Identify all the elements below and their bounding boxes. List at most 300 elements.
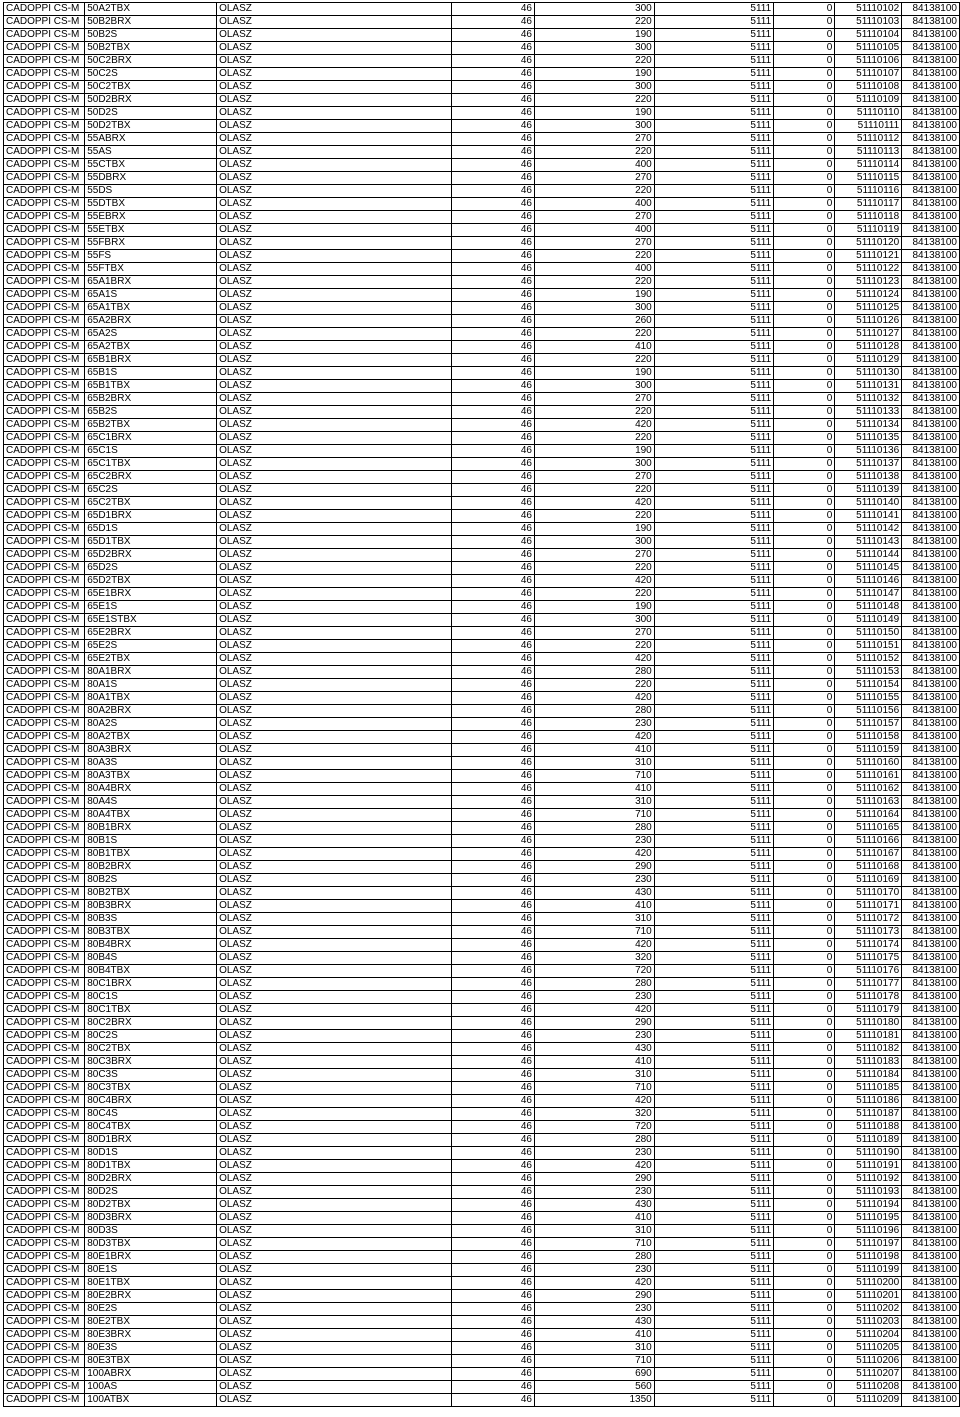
- cell-origin: OLASZ: [217, 471, 452, 484]
- cell-zero: 0: [774, 3, 835, 16]
- cell-ean: 84138100: [902, 835, 960, 848]
- cell-group: 46: [452, 965, 535, 978]
- cell-model: 65E1S: [85, 601, 217, 614]
- cell-article: 51110197: [835, 1238, 902, 1251]
- cell-zero: 0: [774, 1173, 835, 1186]
- cell-origin: OLASZ: [217, 744, 452, 757]
- cell-ean: 84138100: [902, 1004, 960, 1017]
- cell-model: 65B1S: [85, 367, 217, 380]
- cell-zero: 0: [774, 172, 835, 185]
- cell-brand: CADOPPI CS-M: [4, 458, 85, 471]
- cell-value: 230: [535, 835, 655, 848]
- cell-model: 65B1TBX: [85, 380, 217, 393]
- cell-group: 46: [452, 731, 535, 744]
- cell-group: 46: [452, 1043, 535, 1056]
- cell-group: 46: [452, 1316, 535, 1329]
- cell-code: 5111: [654, 1017, 773, 1030]
- cell-zero: 0: [774, 601, 835, 614]
- cell-article: 51110106: [835, 55, 902, 68]
- cell-zero: 0: [774, 328, 835, 341]
- cell-value: 220: [535, 94, 655, 107]
- cell-origin: OLASZ: [217, 1225, 452, 1238]
- cell-code: 5111: [654, 835, 773, 848]
- cell-group: 46: [452, 484, 535, 497]
- table-row: [4, 900, 960, 913]
- cell-code: 5111: [654, 1342, 773, 1355]
- cell-value: 420: [535, 419, 655, 432]
- cell-ean: 84138100: [902, 861, 960, 874]
- cell-origin: OLASZ: [217, 822, 452, 835]
- table-row: [4, 146, 960, 159]
- cell-ean: 84138100: [902, 562, 960, 575]
- cell-origin: OLASZ: [217, 289, 452, 302]
- cell-ean: 84138100: [902, 1277, 960, 1290]
- table-row: [4, 1368, 960, 1381]
- cell-code: 5111: [654, 562, 773, 575]
- cell-group: 46: [452, 367, 535, 380]
- cell-origin: OLASZ: [217, 1251, 452, 1264]
- cell-model: 80A4TBX: [85, 809, 217, 822]
- cell-value: 300: [535, 3, 655, 16]
- cell-article: 51110137: [835, 458, 902, 471]
- cell-value: 300: [535, 380, 655, 393]
- cell-model: 80C2BRX: [85, 1017, 217, 1030]
- cell-value: 310: [535, 1342, 655, 1355]
- cell-origin: OLASZ: [217, 1329, 452, 1342]
- cell-ean: 84138100: [902, 679, 960, 692]
- table-row: [4, 1251, 960, 1264]
- cell-model: 65D1BRX: [85, 510, 217, 523]
- cell-model: 80A3TBX: [85, 770, 217, 783]
- cell-brand: CADOPPI CS-M: [4, 744, 85, 757]
- cell-article: 51110104: [835, 29, 902, 42]
- cell-ean: 84138100: [902, 289, 960, 302]
- cell-code: 5111: [654, 3, 773, 16]
- cell-ean: 84138100: [902, 172, 960, 185]
- cell-code: 5111: [654, 1121, 773, 1134]
- cell-origin: OLASZ: [217, 133, 452, 146]
- cell-group: 46: [452, 1056, 535, 1069]
- cell-ean: 84138100: [902, 211, 960, 224]
- cell-origin: OLASZ: [217, 237, 452, 250]
- cell-zero: 0: [774, 289, 835, 302]
- cell-zero: 0: [774, 1121, 835, 1134]
- cell-zero: 0: [774, 419, 835, 432]
- cell-article: 51110140: [835, 497, 902, 510]
- table-row: [4, 1017, 960, 1030]
- table-row: [4, 1134, 960, 1147]
- cell-article: 51110148: [835, 601, 902, 614]
- cell-brand: CADOPPI CS-M: [4, 419, 85, 432]
- cell-model: 65A2TBX: [85, 341, 217, 354]
- cell-value: 270: [535, 172, 655, 185]
- cell-origin: OLASZ: [217, 965, 452, 978]
- cell-origin: OLASZ: [217, 445, 452, 458]
- cell-model: 55AS: [85, 146, 217, 159]
- table-row: [4, 42, 960, 55]
- table-row: [4, 952, 960, 965]
- cell-origin: OLASZ: [217, 978, 452, 991]
- cell-zero: 0: [774, 887, 835, 900]
- cell-value: 400: [535, 159, 655, 172]
- cell-value: 230: [535, 1264, 655, 1277]
- cell-article: 51110160: [835, 757, 902, 770]
- cell-value: 420: [535, 848, 655, 861]
- cell-model: 100ABRX: [85, 1368, 217, 1381]
- cell-group: 46: [452, 796, 535, 809]
- cell-group: 46: [452, 445, 535, 458]
- cell-group: 46: [452, 1212, 535, 1225]
- cell-zero: 0: [774, 198, 835, 211]
- cell-code: 5111: [654, 471, 773, 484]
- cell-origin: OLASZ: [217, 1381, 452, 1394]
- cell-brand: CADOPPI CS-M: [4, 692, 85, 705]
- cell-zero: 0: [774, 562, 835, 575]
- cell-origin: OLASZ: [217, 1394, 452, 1407]
- cell-brand: CADOPPI CS-M: [4, 575, 85, 588]
- cell-code: 5111: [654, 341, 773, 354]
- table-row: [4, 835, 960, 848]
- cell-zero: 0: [774, 640, 835, 653]
- cell-code: 5111: [654, 1329, 773, 1342]
- cell-article: 51110139: [835, 484, 902, 497]
- cell-code: 5111: [654, 718, 773, 731]
- cell-group: 46: [452, 757, 535, 770]
- cell-value: 190: [535, 445, 655, 458]
- cell-brand: CADOPPI CS-M: [4, 1056, 85, 1069]
- cell-group: 46: [452, 172, 535, 185]
- cell-brand: CADOPPI CS-M: [4, 614, 85, 627]
- cell-value: 220: [535, 146, 655, 159]
- cell-origin: OLASZ: [217, 588, 452, 601]
- cell-group: 46: [452, 29, 535, 42]
- cell-origin: OLASZ: [217, 523, 452, 536]
- cell-article: 51110158: [835, 731, 902, 744]
- cell-article: 51110115: [835, 172, 902, 185]
- cell-model: 80B2TBX: [85, 887, 217, 900]
- cell-zero: 0: [774, 1355, 835, 1368]
- cell-code: 5111: [654, 185, 773, 198]
- cell-code: 5111: [654, 1212, 773, 1225]
- cell-group: 46: [452, 328, 535, 341]
- cell-origin: OLASZ: [217, 1108, 452, 1121]
- cell-ean: 84138100: [902, 1095, 960, 1108]
- cell-brand: CADOPPI CS-M: [4, 1004, 85, 1017]
- cell-value: 420: [535, 939, 655, 952]
- cell-model: 65E2TBX: [85, 653, 217, 666]
- cell-origin: OLASZ: [217, 1264, 452, 1277]
- cell-ean: 84138100: [902, 887, 960, 900]
- cell-model: 65A2S: [85, 328, 217, 341]
- cell-zero: 0: [774, 744, 835, 757]
- table-row: [4, 1082, 960, 1095]
- cell-brand: CADOPPI CS-M: [4, 497, 85, 510]
- cell-article: 51110151: [835, 640, 902, 653]
- cell-group: 46: [452, 185, 535, 198]
- cell-brand: CADOPPI CS-M: [4, 146, 85, 159]
- cell-code: 5111: [654, 1394, 773, 1407]
- cell-group: 46: [452, 640, 535, 653]
- cell-model: 65C1BRX: [85, 432, 217, 445]
- cell-code: 5111: [654, 68, 773, 81]
- cell-model: 65E1BRX: [85, 588, 217, 601]
- cell-origin: OLASZ: [217, 705, 452, 718]
- cell-zero: 0: [774, 965, 835, 978]
- cell-origin: OLASZ: [217, 926, 452, 939]
- cell-origin: OLASZ: [217, 211, 452, 224]
- table-row: [4, 1173, 960, 1186]
- cell-code: 5111: [654, 81, 773, 94]
- cell-code: 5111: [654, 861, 773, 874]
- cell-article: 51110124: [835, 289, 902, 302]
- cell-brand: CADOPPI CS-M: [4, 328, 85, 341]
- table-row: [4, 211, 960, 224]
- cell-value: 410: [535, 341, 655, 354]
- cell-group: 46: [452, 718, 535, 731]
- table-row: [4, 1290, 960, 1303]
- cell-value: 420: [535, 1004, 655, 1017]
- cell-zero: 0: [774, 354, 835, 367]
- cell-group: 46: [452, 1108, 535, 1121]
- cell-origin: OLASZ: [217, 510, 452, 523]
- cell-code: 5111: [654, 1134, 773, 1147]
- cell-ean: 84138100: [902, 1056, 960, 1069]
- cell-ean: 84138100: [902, 770, 960, 783]
- cell-article: 51110120: [835, 237, 902, 250]
- cell-value: 560: [535, 1381, 655, 1394]
- cell-article: 51110190: [835, 1147, 902, 1160]
- cell-model: 80D1BRX: [85, 1134, 217, 1147]
- table-row: [4, 484, 960, 497]
- cell-value: 230: [535, 1030, 655, 1043]
- cell-model: 80C1S: [85, 991, 217, 1004]
- cell-zero: 0: [774, 315, 835, 328]
- cell-brand: CADOPPI CS-M: [4, 978, 85, 991]
- cell-value: 420: [535, 731, 655, 744]
- cell-brand: CADOPPI CS-M: [4, 172, 85, 185]
- cell-value: 220: [535, 406, 655, 419]
- cell-origin: OLASZ: [217, 1095, 452, 1108]
- cell-zero: 0: [774, 1017, 835, 1030]
- table-row: [4, 315, 960, 328]
- cell-origin: OLASZ: [217, 81, 452, 94]
- cell-value: 400: [535, 198, 655, 211]
- cell-article: 51110117: [835, 198, 902, 211]
- cell-code: 5111: [654, 1368, 773, 1381]
- table-row: [4, 991, 960, 1004]
- cell-value: 300: [535, 614, 655, 627]
- cell-group: 46: [452, 133, 535, 146]
- cell-ean: 84138100: [902, 315, 960, 328]
- table-row: [4, 1212, 960, 1225]
- cell-zero: 0: [774, 146, 835, 159]
- cell-group: 46: [452, 1355, 535, 1368]
- cell-model: 50D2S: [85, 107, 217, 120]
- cell-code: 5111: [654, 1277, 773, 1290]
- table-row: [4, 1277, 960, 1290]
- cell-value: 220: [535, 679, 655, 692]
- cell-zero: 0: [774, 796, 835, 809]
- cell-brand: CADOPPI CS-M: [4, 1147, 85, 1160]
- cell-value: 270: [535, 627, 655, 640]
- cell-value: 420: [535, 1160, 655, 1173]
- cell-origin: OLASZ: [217, 1160, 452, 1173]
- cell-value: 280: [535, 666, 655, 679]
- cell-brand: CADOPPI CS-M: [4, 562, 85, 575]
- cell-origin: OLASZ: [217, 1342, 452, 1355]
- table-row: [4, 796, 960, 809]
- cell-brand: CADOPPI CS-M: [4, 1212, 85, 1225]
- cell-value: 280: [535, 705, 655, 718]
- table-row: [4, 783, 960, 796]
- cell-brand: CADOPPI CS-M: [4, 640, 85, 653]
- cell-code: 5111: [654, 523, 773, 536]
- cell-code: 5111: [654, 1030, 773, 1043]
- cell-article: 51110107: [835, 68, 902, 81]
- cell-origin: OLASZ: [217, 731, 452, 744]
- cell-value: 290: [535, 1290, 655, 1303]
- cell-model: 65E1STBX: [85, 614, 217, 627]
- table-row: [4, 1121, 960, 1134]
- cell-model: 100ATBX: [85, 1394, 217, 1407]
- cell-article: 51110191: [835, 1160, 902, 1173]
- cell-brand: CADOPPI CS-M: [4, 887, 85, 900]
- cell-ean: 84138100: [902, 692, 960, 705]
- cell-brand: CADOPPI CS-M: [4, 900, 85, 913]
- cell-article: 51110177: [835, 978, 902, 991]
- cell-ean: 84138100: [902, 55, 960, 68]
- cell-article: 51110141: [835, 510, 902, 523]
- cell-origin: OLASZ: [217, 1147, 452, 1160]
- cell-group: 46: [452, 562, 535, 575]
- cell-ean: 84138100: [902, 900, 960, 913]
- cell-value: 420: [535, 575, 655, 588]
- table-row: [4, 1199, 960, 1212]
- cell-article: 51110143: [835, 536, 902, 549]
- cell-zero: 0: [774, 1082, 835, 1095]
- cell-article: 51110209: [835, 1394, 902, 1407]
- cell-code: 5111: [654, 432, 773, 445]
- cell-code: 5111: [654, 445, 773, 458]
- cell-group: 46: [452, 1134, 535, 1147]
- cell-brand: CADOPPI CS-M: [4, 1381, 85, 1394]
- cell-zero: 0: [774, 536, 835, 549]
- cell-value: 270: [535, 549, 655, 562]
- cell-zero: 0: [774, 1251, 835, 1264]
- cell-model: 80D3TBX: [85, 1238, 217, 1251]
- cell-brand: CADOPPI CS-M: [4, 1030, 85, 1043]
- cell-group: 46: [452, 1017, 535, 1030]
- cell-code: 5111: [654, 809, 773, 822]
- table-row: [4, 159, 960, 172]
- cell-model: 80E3S: [85, 1342, 217, 1355]
- cell-article: 51110206: [835, 1355, 902, 1368]
- cell-model: 65D2BRX: [85, 549, 217, 562]
- table-row: [4, 94, 960, 107]
- cell-brand: CADOPPI CS-M: [4, 107, 85, 120]
- cell-value: 220: [535, 16, 655, 29]
- cell-ean: 84138100: [902, 978, 960, 991]
- cell-group: 46: [452, 237, 535, 250]
- cell-brand: CADOPPI CS-M: [4, 380, 85, 393]
- cell-value: 690: [535, 1368, 655, 1381]
- cell-ean: 84138100: [902, 159, 960, 172]
- cell-value: 230: [535, 991, 655, 1004]
- cell-ean: 84138100: [902, 965, 960, 978]
- cell-model: 80C3TBX: [85, 1082, 217, 1095]
- table-row: [4, 965, 960, 978]
- table-row: [4, 250, 960, 263]
- cell-code: 5111: [654, 1238, 773, 1251]
- cell-article: 51110129: [835, 354, 902, 367]
- cell-zero: 0: [774, 263, 835, 276]
- cell-zero: 0: [774, 1238, 835, 1251]
- cell-brand: CADOPPI CS-M: [4, 263, 85, 276]
- cell-brand: CADOPPI CS-M: [4, 42, 85, 55]
- table-row: [4, 237, 960, 250]
- cell-zero: 0: [774, 575, 835, 588]
- cell-model: 50A2TBX: [85, 3, 217, 16]
- cell-zero: 0: [774, 718, 835, 731]
- cell-article: 51110135: [835, 432, 902, 445]
- cell-origin: OLASZ: [217, 874, 452, 887]
- cell-brand: CADOPPI CS-M: [4, 1160, 85, 1173]
- cell-group: 46: [452, 315, 535, 328]
- cell-value: 300: [535, 302, 655, 315]
- cell-origin: OLASZ: [217, 94, 452, 107]
- table-row: [4, 861, 960, 874]
- cell-zero: 0: [774, 913, 835, 926]
- table-row: [4, 497, 960, 510]
- table-row: [4, 302, 960, 315]
- cell-group: 46: [452, 1225, 535, 1238]
- cell-brand: CADOPPI CS-M: [4, 393, 85, 406]
- cell-zero: 0: [774, 822, 835, 835]
- cell-article: 51110194: [835, 1199, 902, 1212]
- cell-zero: 0: [774, 939, 835, 952]
- cell-code: 5111: [654, 1381, 773, 1394]
- cell-origin: OLASZ: [217, 380, 452, 393]
- cell-group: 46: [452, 81, 535, 94]
- cell-brand: CADOPPI CS-M: [4, 1290, 85, 1303]
- cell-model: 80A4S: [85, 796, 217, 809]
- cell-value: 400: [535, 263, 655, 276]
- cell-zero: 0: [774, 978, 835, 991]
- cell-value: 310: [535, 913, 655, 926]
- cell-origin: OLASZ: [217, 1069, 452, 1082]
- cell-zero: 0: [774, 1160, 835, 1173]
- cell-origin: OLASZ: [217, 640, 452, 653]
- cell-origin: OLASZ: [217, 159, 452, 172]
- cell-code: 5111: [654, 731, 773, 744]
- cell-brand: CADOPPI CS-M: [4, 588, 85, 601]
- cell-zero: 0: [774, 107, 835, 120]
- cell-group: 46: [452, 419, 535, 432]
- cell-model: 55DBRX: [85, 172, 217, 185]
- cell-code: 5111: [654, 978, 773, 991]
- cell-model: 80D2S: [85, 1186, 217, 1199]
- cell-origin: OLASZ: [217, 848, 452, 861]
- cell-origin: OLASZ: [217, 419, 452, 432]
- cell-model: 65E2BRX: [85, 627, 217, 640]
- cell-group: 46: [452, 744, 535, 757]
- cell-ean: 84138100: [902, 1134, 960, 1147]
- cell-code: 5111: [654, 458, 773, 471]
- cell-ean: 84138100: [902, 1030, 960, 1043]
- cell-zero: 0: [774, 627, 835, 640]
- cell-ean: 84138100: [902, 705, 960, 718]
- cell-code: 5111: [654, 1186, 773, 1199]
